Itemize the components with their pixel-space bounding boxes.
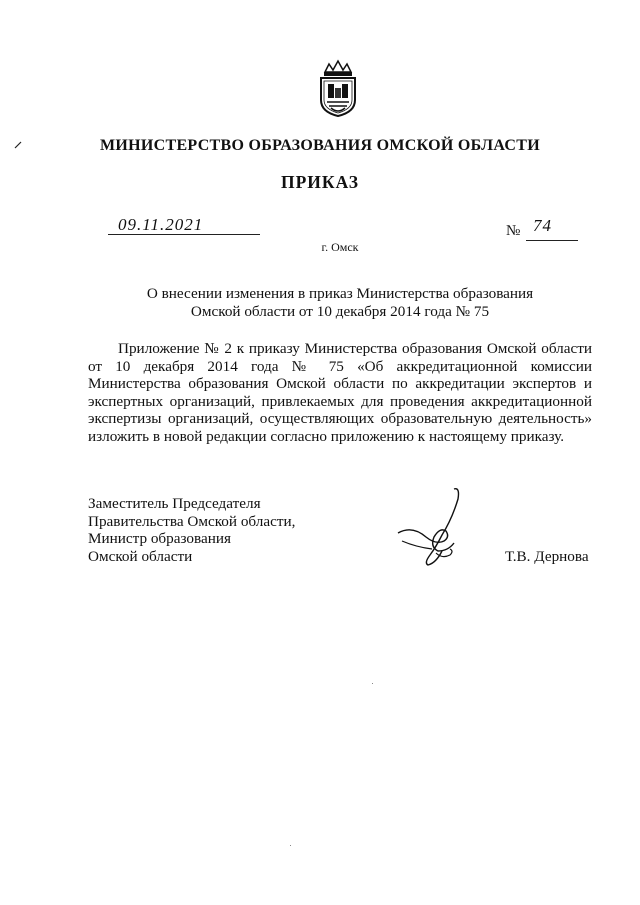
number-sign: № [506, 223, 521, 239]
ministry-title: МИНИСТЕРСТВО ОБРАЗОВАНИЯ ОМСКОЙ ОБЛАСТИ [100, 137, 540, 154]
scan-speck [290, 845, 291, 846]
subject-line: Омской области от 10 декабря 2014 года № 75 [190, 303, 490, 320]
handwritten-signature [392, 485, 472, 575]
coat-of-arms-icon [315, 58, 361, 118]
document-type: ПРИКАЗ [280, 172, 360, 192]
signer-position [88, 495, 328, 565]
scan-speck [372, 683, 373, 684]
order-date: 09.11.2021 [118, 215, 204, 234]
order-number: 74 [533, 216, 552, 235]
position-line: Омской области [88, 547, 193, 565]
subject-line: О внесении изменения в приказ Министерства образования [146, 285, 534, 302]
position-line: Заместитель Председателя [88, 495, 261, 512]
position-line: Правительства Омской области, [88, 512, 296, 530]
city: г. Омск [321, 240, 359, 254]
position-line: Министр образования [88, 530, 231, 548]
order-subject [0, 285, 640, 321]
signer-name: Т.В. Дернова [505, 548, 589, 565]
order-body: Приложение № 2 к приказу Министерства образования Омской области от 10 декабря 2014 года № 75 «Об аккредитационной комиссии Министерства образования Омской области по аккредитации экспертов и экспертных организаций, привлекаемых для проведения аккредитационной экспертизы организаций, осуществляющих образовательную деятельность» изложить в новой редакции согласно приложению к настоящему приказу. [88, 340, 592, 445]
